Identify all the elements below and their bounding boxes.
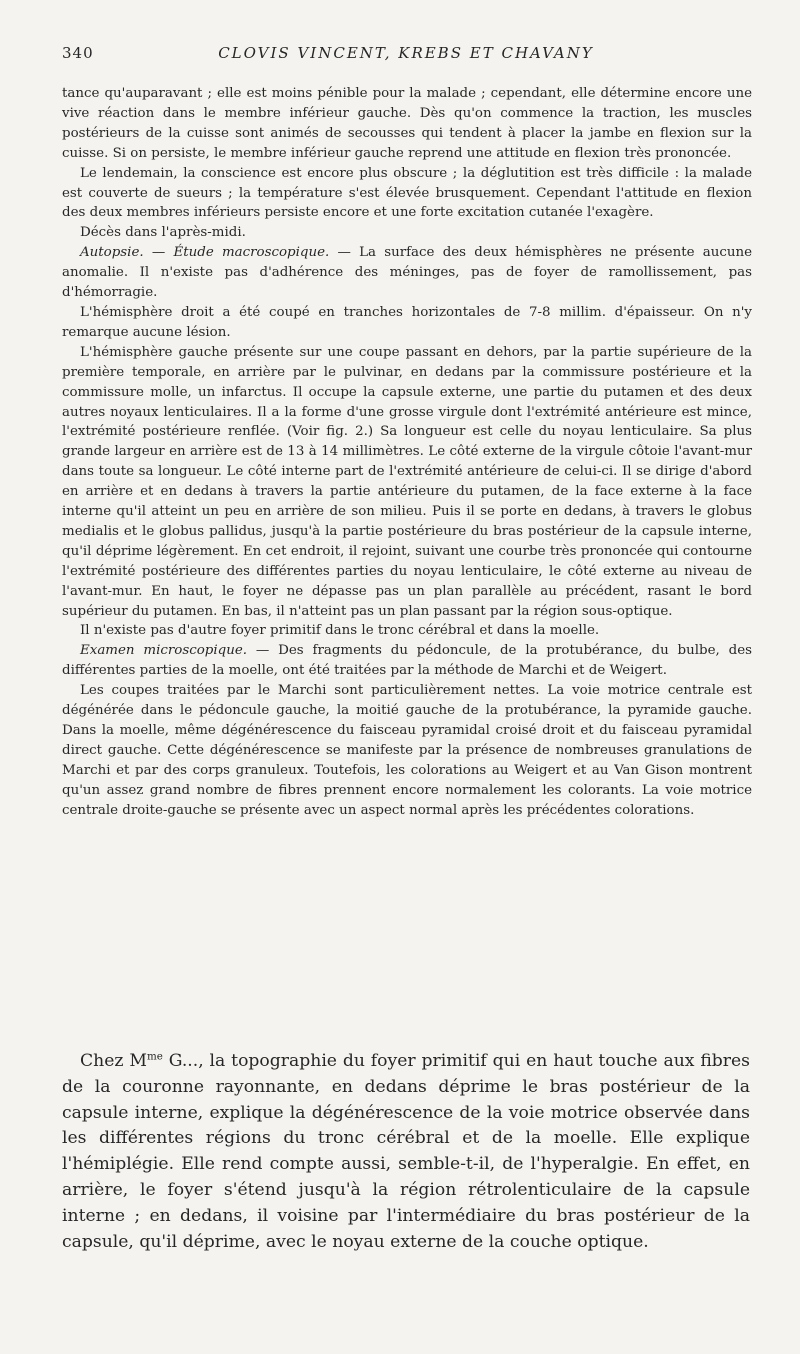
paragraph: Autopsie. — Étude macroscopique. — La surface des deux hémisphères ne présente aucune anomalie. Il n'existe pas d'adhérence des méninges, pas de foyer de ramollissement, pas d'hémorragie. [62, 245, 753, 301]
running-head [62, 44, 750, 66]
paragraph: Examen microscopique. — Des fragments du pédoncule, de la protubérance, du bulbe, des différentes parties de la moelle, ont été traitées par la méthode de Marchi et de Weigert. [62, 643, 752, 679]
section-lead: Examen microscopique. [80, 643, 248, 659]
section-lead: Autopsie. — Étude macroscopique. [80, 245, 330, 261]
paragraph: Chez $M^{me}$ G..., la topographie du foyer primitif qui en haut touche aux fibres de la couronne rayonnante, en dedans déprime le bras postérieur de la capsule interne, explique la dégénérescence de la voie motrice observée dans les différentes régions du tronc cérébral et de la moelle. Elle explique l'hémiplégie. Elle rend compte aussi, semble-t-il, de l'hyperalgie. En effet, en arrière, le foyer s'étend jusqu'à la région rétrolenticulaire de la capsule interne ; en dedans, il voisine par l'intermédiaire du bras postérieur de la capsule, qu'il déprime, avec le noyau externe de la couche optique. [62, 1050, 751, 1252]
paragraph: Les coupes traitées par le Marchi sont particulièrement nettes. La voie motrice centrale est dégénérée dans le pédoncule gauche, la moitié gauche de la protubérance, la pyramide gauche. Dans la moelle, même dégénérescence du faisceau pyramidal croisé droit et du faisceau pyramidal direct gauche. Cette dégénérescence se manifeste par la présence de nombreuses granulations de Marchi et par des corps granuleux. Toutefois, les colorations au Weigert et au Van Gison montrent qu'un assez grand nombre de fibres prennent encore normalement les colorants. La voie motrice centrale droite-gauche se présente avec un aspect normal après les précédentes colorations. [62, 683, 752, 818]
paragraph: Le lendemain, la conscience est encore plus obscure ; la déglutition est très difficile : la malade est couverte de sueurs ; la température s'est élevée brusquement. Cependant l'attitude en flexion des deux membres inférieurs persiste encore et une forte excitation cutanée l'exagère. [62, 165, 752, 221]
paragraph: Décès dans l'après-midi. [80, 225, 246, 241]
superscript: me [146, 1050, 163, 1063]
running-title: CLOVIS VINCENT, KREBS ET CHAVANY [218, 44, 594, 62]
paragraph: L'hémisphère droit a été coupé en tranches horizontales de 7-8 millim. d'épaisseur. On n'y remarque aucune lésion. [62, 304, 752, 340]
paragraph: L'hémisphère gauche présente sur une coupe passant en dehors, par la partie supérieure de la première temporale, en arrière par le pulvinar, en dedans par la commissure postérieure et la commissure molle, un infarctus. Il occupe la capsule externe, une partie du putamen et des deux autres noyaux lenticulaires. Il a la forme d'une grosse virgule dont l'extrémité antérieure est mince, l'extrémité postérieure renflée. (Voir fig. 2.) Sa longueur est celle du noyau lenticulaire. Sa plus grande largeur en arrière est de 13 à 14 millimètres. Le côté externe de la virgule côtoie l'avant-mur dans toute sa longueur. Le côté interne part de l'extrémité antérieure de celui-ci. Il se dirige d'abord en arrière et en dedans à travers la partie antérieure du putamen, de la face externe à la face interne qu'il atteint un peu en arrière de son milieu. Puis il se porte en dedans, à travers le globus medialis et le globus pallidus, jusqu'à la partie postérieure du bras postérieur de la capsule interne, qu'il déprime légèrement. En cet endroit, il rejoint, suivant une courbe très prononcée qui contourne l'extrémité postérieure des différentes parties du noyau lenticulaire, le côté externe au niveau de l'avant-mur. En haut, le foyer ne dépasse pas un plan parallèle au précédent, rasant le bord supérieur du putamen. En bas, il n'atteint pas un plan passant par la région sous-optique. [62, 344, 752, 619]
paragraph: tance qu'auparavant ; elle est moins pénible pour la malade ; cependant, elle détermine encore une vive réaction dans le membre inférieur gauche. Dès qu'on commence la traction, les muscles postérieurs de la cuisse sont animés de secousses qui tendent à placer la jambe en flexion sur la cuisse. Si on persiste, le membre inférieur gauche reprend une attitude en flexion très prononcée. [62, 86, 752, 161]
body-text [62, 84, 752, 821]
page-number: 340 [62, 44, 94, 62]
paragraph: Il n'existe pas d'autre foyer primitif dans le tronc cérébral et dans la moelle. [80, 623, 600, 639]
summary-paragraph [62, 1049, 750, 1255]
